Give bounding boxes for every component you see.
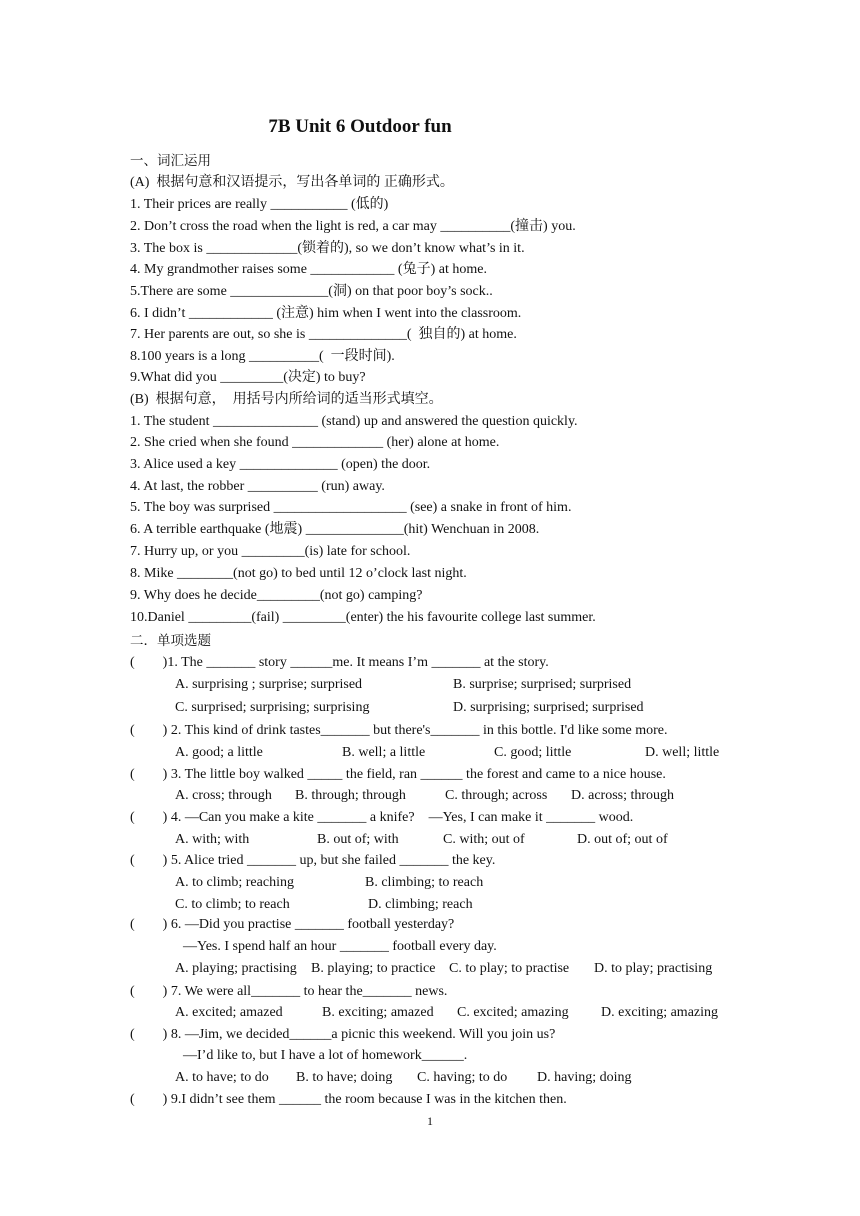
- page-title: 7B Unit 6 Outdoor fun: [268, 116, 452, 137]
- question-4-option-a: A. with; with: [175, 832, 250, 847]
- question-6-option-b: B. playing; to practice: [311, 961, 436, 976]
- question-3-option-d: D. across; through: [571, 788, 675, 803]
- part-b-item-9: 9. Why does he decide_________(not go) camping?: [130, 588, 423, 603]
- question-1-option-b: B. surprise; surprised; surprised: [453, 677, 632, 692]
- question-2-option-c: C. good; little: [494, 745, 572, 760]
- part-a-item-6: 6. I didn’t ____________ (注意) him when I went into the classroom.: [130, 306, 522, 321]
- question-7-option-a: A. excited; amazed: [175, 1005, 283, 1020]
- question-1-option-a: A. surprising ; surprise; surprised: [175, 677, 363, 692]
- part-b-item-5: 5. The boy was surprised ___________________ (see) a snake in front of him.: [130, 500, 572, 515]
- part-b-item-8: 8. Mike ________(not go) to bed until 12 o’clock last night.: [130, 566, 467, 581]
- question-5-option-d: D. climbing; reach: [368, 897, 473, 912]
- question-8-option-b: B. to have; doing: [296, 1070, 393, 1085]
- part-a-item-5: 5.There are some ______________(洞) on that poor boy’s sock..: [130, 284, 493, 299]
- question-4-option-c: C. with; out of: [443, 832, 525, 847]
- part-b-item-6: 6. A terrible earthquake (地震) ______________(hit) Wenchuan in 2008.: [130, 522, 540, 537]
- part-b-item-2: 2. She cried when she found _____________ (her) alone at home.: [130, 435, 500, 450]
- question-4-option-d: D. out of; out of: [577, 832, 668, 847]
- question-8-option-c: C. having; to do: [417, 1070, 508, 1085]
- question-6-option-c: C. to play; to practise: [449, 961, 570, 976]
- question-7-option-b: B. exciting; amazed: [322, 1005, 434, 1020]
- question-2-option-a: A. good; a little: [175, 745, 263, 760]
- question-3-option-a: A. cross; through: [175, 788, 272, 803]
- part-a-item-1: 1. Their prices are really ___________ (低的): [130, 197, 389, 212]
- part-a-item-8: 8.100 years is a long __________( 一段时间).: [130, 349, 395, 364]
- question-2-option-b: B. well; a little: [342, 745, 426, 760]
- part-a-instruction: (A) 根据句意和汉语提示，写出各单词的 正确形式。: [130, 175, 454, 190]
- question-7-stem: ( ) 7. We were all_______ to hear the_______ news.: [130, 984, 448, 999]
- part-b-item-1: 1. The student _______________ (stand) up and answered the question quickly.: [130, 414, 578, 429]
- part-a-item-7: 7. Her parents are out, so she is ______________( 独自的) at home.: [130, 327, 517, 342]
- question-9-stem: ( ) 9.I didn’t see them ______ the room because I was in the kitchen then.: [130, 1092, 567, 1107]
- part-a-item-2: 2. Don’t cross the road when the light is red, a car may __________(撞击) you.: [130, 219, 576, 234]
- question-1-option-d: D. surprising; surprised; surprised: [453, 700, 644, 715]
- question-5-option-a: A. to climb; reaching: [175, 875, 294, 890]
- part-a-item-9: 9.What did you _________(决定) to buy?: [130, 370, 366, 385]
- question-6-option-a: A. playing; practising: [175, 961, 297, 976]
- question-4-stem: ( ) 4. —Can you make a kite _______ a knife? —Yes, I can make it _______ wood.: [130, 810, 634, 825]
- part-a-item-3: 3. The box is _____________(锁着的), so we don’t know what’s in it.: [130, 241, 525, 256]
- question-6-answer-line: —Yes. I spend half an hour _______ football every day.: [183, 939, 497, 954]
- page-number: 1: [427, 1114, 433, 1128]
- question-7-option-d: D. exciting; amazing: [601, 1005, 719, 1020]
- question-8-answer-line: —I’d like to, but I have a lot of homework______.: [183, 1048, 468, 1063]
- question-5-option-b: B. climbing; to reach: [365, 875, 484, 890]
- question-6-option-d: D. to play; practising: [594, 961, 713, 976]
- question-5-stem: ( ) 5. Alice tried _______ up, but she failed _______ the key.: [130, 853, 496, 868]
- part-b-instruction: (B) 根据句意， 用括号内所给词的适当形式填空。: [130, 392, 443, 407]
- part-b-item-3: 3. Alice used a key ______________ (open) the door.: [130, 457, 431, 472]
- question-6-stem: ( ) 6. —Did you practise _______ football yesterday?: [130, 917, 455, 932]
- question-5-option-c: C. to climb; to reach: [175, 897, 290, 912]
- question-2-stem: ( ) 2. This kind of drink tastes_______ but there's_______ in this bottle. I'd like some more.: [130, 723, 668, 738]
- question-3-stem: ( ) 3. The little boy walked _____ the field, ran ______ the forest and came to a nice house.: [130, 767, 666, 782]
- part-a-item-4: 4. My grandmother raises some ____________ (兔子) at home.: [130, 262, 487, 277]
- question-1-option-c: C. surprised; surprising; surprising: [175, 700, 370, 715]
- question-3-option-b: B. through; through: [295, 788, 406, 803]
- question-2-option-d: D. well; little: [645, 745, 720, 760]
- section-heading-multiple-choice: 二．单项选题: [130, 633, 211, 649]
- question-1-stem: ( )1. The _______ story ______me. It means I’m _______ at the story.: [130, 655, 549, 670]
- part-b-item-4: 4. At last, the robber __________ (run) away.: [130, 479, 385, 494]
- part-b-item-10: 10.Daniel _________(fail) _________(enter) the his favourite college last summer.: [130, 610, 596, 625]
- question-4-option-b: B. out of; with: [317, 832, 399, 847]
- question-3-option-c: C. through; across: [445, 788, 548, 803]
- question-7-option-c: C. excited; amazing: [457, 1005, 569, 1020]
- part-b-item-7: 7. Hurry up, or you _________(is) late for school.: [130, 544, 411, 559]
- question-8-option-d: D. having; doing: [537, 1070, 632, 1085]
- section-heading-vocabulary: 一、词汇运用: [130, 153, 211, 169]
- question-8-option-a: A. to have; to do: [175, 1070, 269, 1085]
- question-8-stem: ( ) 8. —Jim, we decided______a picnic this weekend. Will you join us?: [130, 1027, 556, 1042]
